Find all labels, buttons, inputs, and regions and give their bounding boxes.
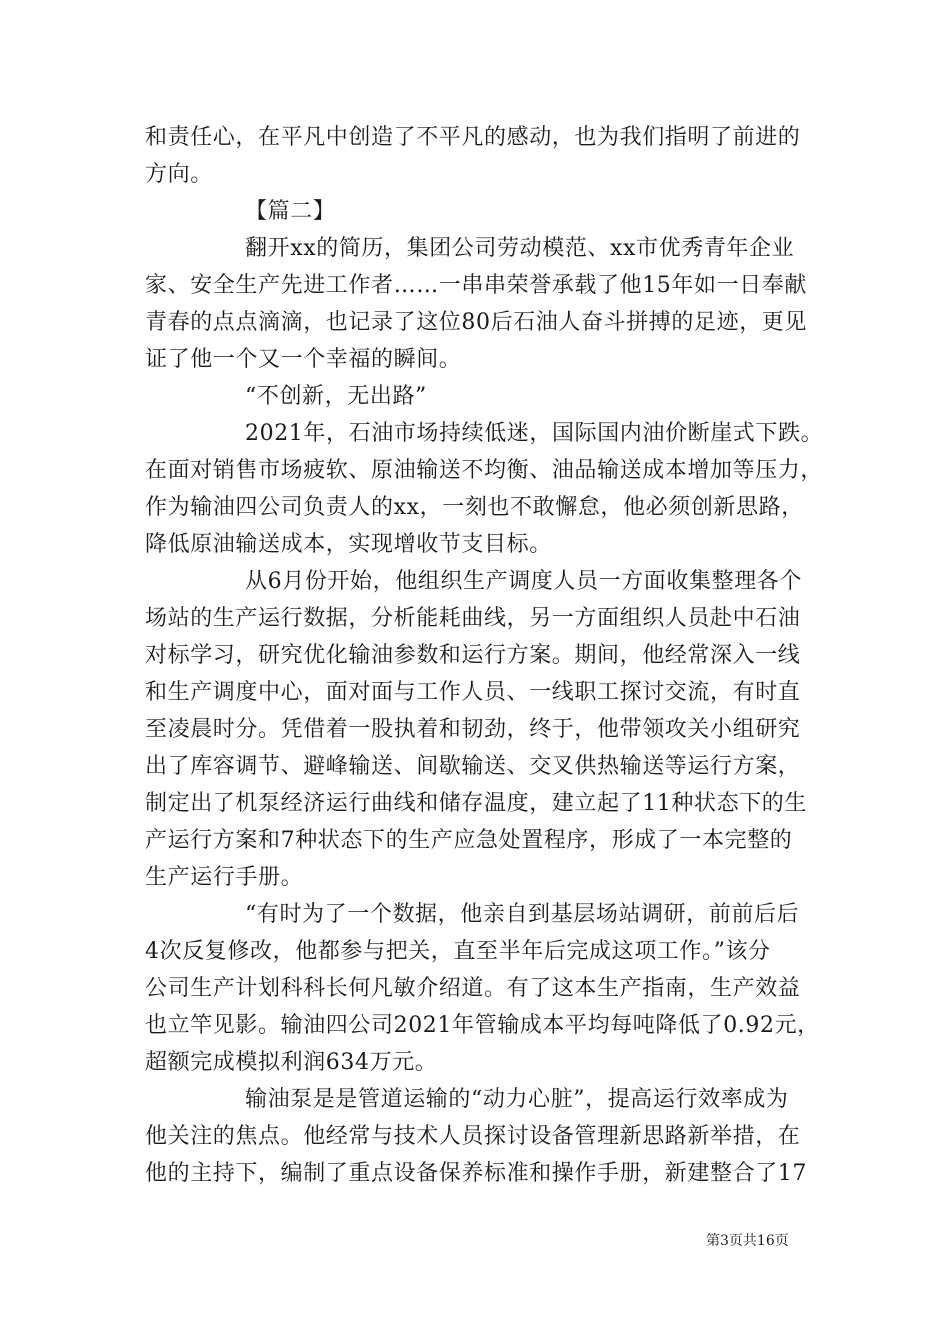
text-line: 从6月份开始，他组织生产调度人员一方面收集整理各个 [245,569,802,594]
text-line: “有时为了一个数据，他亲自到基层场站调研，前前后后 [245,902,800,927]
text-line: 产运行方案和7种状态下的生产应急处置程序，形成了一本完整的 [145,828,793,853]
text-line: 公司生产计划科科长何凡敏介绍道。有了这本生产指南，生产效益 [145,976,801,1001]
text-line: 2021年，石油市场持续低迷，国际国内油价断崖式下跌。 [245,421,824,446]
text-line: 他关注的焦点。他经常与技术人员探讨设备管理新思路新举措，在 [145,1124,801,1149]
text-line: 降低原油输送成本，实现增收节支目标。 [145,532,552,557]
text-line: 作为输油四公司负责人的xx，一刻也不敢懈怠，他必须创新思路， [145,495,804,520]
text-line: 至凌晨时分。凭借着一股执着和韧劲，终于，他带领攻关小组研究 [145,717,801,742]
text-line: 和生产调度中心，面对面与工作人员、一线职工探讨交流，有时直 [145,680,801,705]
page-number-footer: 第3页共16页 [706,1233,789,1249]
text-line: 生产运行手册。 [145,865,304,890]
text-line: 他的主持下，编制了重点设备保养标准和操作手册，新建整合了17 [145,1161,807,1186]
text-line: 对标学习，研究优化输油参数和运行方案。期间，他经常深入一线 [145,643,801,668]
text-line: 场站的生产运行数据，分析能耗曲线，另一方面组织人员赴中石油 [145,606,801,631]
section-heading: 【篇二】 [245,199,336,224]
text-line: 制定出了机泵经济运行曲线和储存温度，建立起了11种状态下的生 [145,791,807,816]
text-line: 超额完成模拟利润634万元。 [145,1050,438,1075]
text-line: 输油泵是是管道运输的“动力心脏”，提高运行效率成为 [245,1087,789,1112]
text-line: 家、安全生产先进工作者……一串串荣誉承载了他15年如一日奉献 [145,273,807,298]
text-line: 4次反复修改，他都参与把关，直至半年后完成这项工作。”该分 [145,939,771,964]
text-line: 证了他一个又一个幸福的瞬间。 [145,347,462,372]
text-line: 和责任心，在平凡中创造了不平凡的感动，也为我们指明了前进的 [145,125,801,150]
text-line: 青春的点点滴滴，也记录了这位80后石油人奋斗拼搏的足迹，更见 [145,310,807,335]
text-line: 翻开xx的简历，集团公司劳动模范、xx市优秀青年企业 [245,236,795,261]
text-line: 在面对销售市场疲软、原油输送不均衡、油品输送成本增加等压力， [145,458,824,483]
subheading: “不创新，无出路” [245,384,427,409]
text-line: 方向。 [145,162,213,187]
text-line: 也立竿见影。输油四公司2021年管输成本平均每吨降低了0.92元， [145,1013,820,1038]
text-line: 出了库容调节、避峰输送、间歇输送、交叉供热输送等运行方案， [145,754,801,779]
